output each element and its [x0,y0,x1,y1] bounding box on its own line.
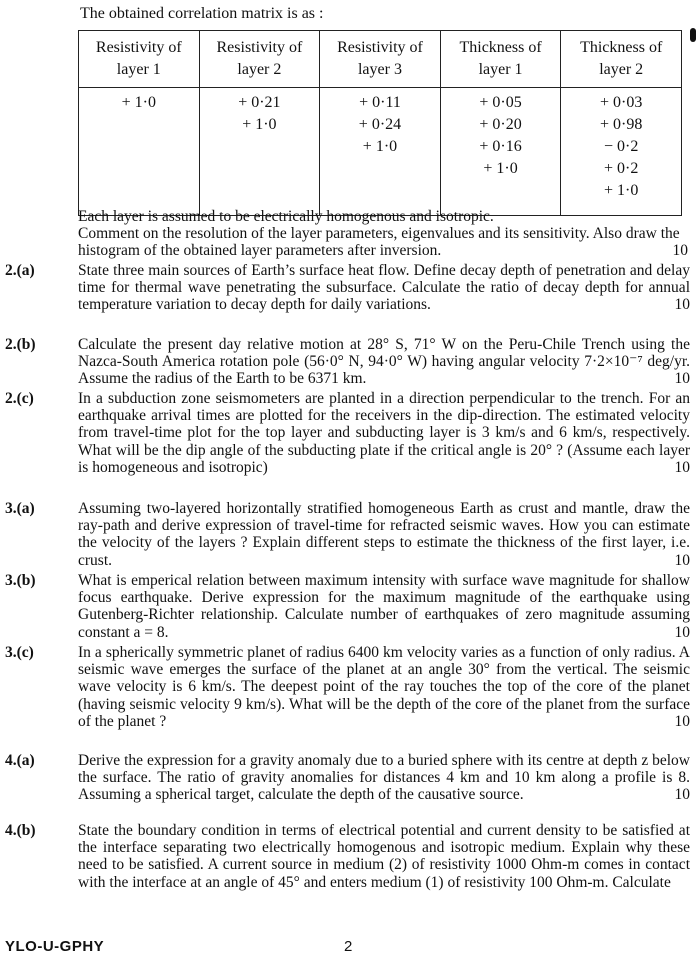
correlation-matrix [78,30,682,216]
question-4b [0,822,690,891]
matrix-value: + 0·05 [479,94,522,111]
matrix-column [79,88,200,216]
matrix-header-row [79,31,682,88]
matrix-value: + 0·98 [600,116,643,133]
marks-label: 10 [674,623,690,641]
note-text: Comment on the resolution of the layer parameters, eigenvalues and its sensitivity. Also draw the histogram of the obtained layer parameters after inversion. [78,225,680,259]
question-text: Calculate the present day relative motion at 28° S, 71° W on the Peru-Chile Trench using the Nazca-South America rotation pole (56·0° N, 94·0° W) having angular velocity 7·2×10⁻⁷ deg/yr. Assume the radius of the Earth to be 6371 km. [78,336,690,388]
question-number: 3.(b) [5,572,36,589]
question-number: 2.(b) [5,336,36,353]
note-line [78,225,688,259]
question-text: State the boundary condition in terms of electrical potential and current density to be satisfied at the interface separating two electrically homogenous and isotropic medium. Explain why these need to be satisfied. A current source in medium (2) of resistivity 1000 Ohm-m comes in contact with the interface at an angle of 45° and enters medium (1) of resistivity 100 Ohm-m. Calculate [78,822,690,891]
matrix-column [440,88,561,216]
matrix-value: + 0·2 [604,160,639,177]
page-number: 2 [344,938,353,955]
question-number: 2.(a) [5,262,35,279]
question-3a [0,500,690,569]
question-number: 3.(c) [5,644,34,661]
question-number: 2.(c) [5,390,34,407]
marks-label: 10 [674,551,690,569]
paper-code: YLO-U-GPHY [5,938,105,955]
question-number: 4.(b) [5,822,36,839]
matrix-value: + 1·0 [242,116,277,133]
matrix-value: + 0·20 [479,116,522,133]
matrix-note [78,208,688,259]
matrix-value: − 0·2 [604,138,639,155]
matrix-value: + 0·24 [358,116,402,133]
question-text: State three main sources of Earth’s surface heat flow. Define decay depth of penetration and delay time for thermal wave penetrating the subsurface. Calculate the ratio of decay depth for annual temperature variation to decay depth for daily variations. [78,262,690,314]
question-2b [0,336,690,388]
matrix-column [561,88,682,216]
matrix-value: + 1·0 [604,182,639,199]
matrix-value: + 1·0 [483,160,518,177]
matrix-value: + 0·16 [479,138,522,155]
matrix-value: + 0·03 [600,94,643,111]
question-3c [0,644,690,730]
matrix-value: + 1·0 [121,94,156,111]
marks-label: 10 [674,712,690,730]
question-number: 3.(a) [5,500,35,517]
matrix-value: + 1·0 [362,138,398,155]
question-3b [0,572,690,641]
matrix-header: Thickness of layer 2 [561,31,682,88]
matrix-value: + 0·11 [359,94,401,111]
matrix-column [320,88,441,216]
question-2c [0,390,690,476]
marks-label: 10 [674,786,690,804]
question-number: 4.(a) [5,752,35,769]
question-text: In a subduction zone seismometers are planted in a direction perpendicular to the trench. For an earthquake arrival times are plotted for the receivers in the dip-direction. The estimated velocity from travel-time plot for the top layer and subducting layer is 3 km/s and 6 km/s, respectively. What will be the dip angle of the subducting plate if the critical angle is 20° ? (Assume each layer is homogeneous and isotropic) [78,390,690,476]
matrix-header: Resistivity of layer 1 [79,31,200,88]
margin-blot [690,28,696,42]
matrix-header: Thickness of layer 1 [440,31,561,88]
matrix-values-row [79,88,682,216]
marks-label: 10 [674,370,690,388]
marks-label: 10 [672,242,688,259]
question-text: Assuming two-layered horizontally stratified homogeneous Earth as crust and mantle, draw the ray-path and derive expression of travel-time for refracted seismic waves. How you can estimate the velocity of the layers ? Explain different steps to estimate the thickness of the first layer, i.e. crust. [78,500,690,569]
question-text: In a spherically symmetric planet of radius 6400 km velocity varies as a function of only radius. A seismic wave emerges the surface of the planet at an angle 30° from the vertical. The seismic wave velocity is 6 km/s. The deepest point of the ray touches the top of the core of the planet (having seismic velocity 9 km/s). What will be the depth of the core of the planet from the surface of the planet ? [78,644,690,730]
question-text: Derive the expression for a gravity anomaly due to a buried sphere with its centre at depth z below the surface. The ratio of gravity anomalies for distances 4 km and 10 km along a profile is 8. Assuming a spherical target, calculate the depth of the causative source. [78,752,690,804]
question-4a [0,752,690,804]
marks-label: 10 [674,296,690,314]
question-text: What is emperical relation between maximum intensity with surface wave magnitude for shallow focus earthquake. Derive expression for the maximum magnitude of the earthquake using Gutenberg-Richter relationship. Calculate number of earthquakes of zero magnitude assuming constant a = 8. [78,572,690,641]
note-line: Each layer is assumed to be electrically homogenous and isotropic. [78,208,494,225]
matrix-header: Resistivity of layer 3 [320,31,441,88]
matrix-value: + 0·21 [238,94,281,111]
intro-text: The obtained correlation matrix is as : [80,5,324,22]
matrix-column [199,88,320,216]
marks-label: 10 [674,458,690,476]
matrix-header: Resistivity of layer 2 [199,31,320,88]
question-2a [0,262,690,314]
